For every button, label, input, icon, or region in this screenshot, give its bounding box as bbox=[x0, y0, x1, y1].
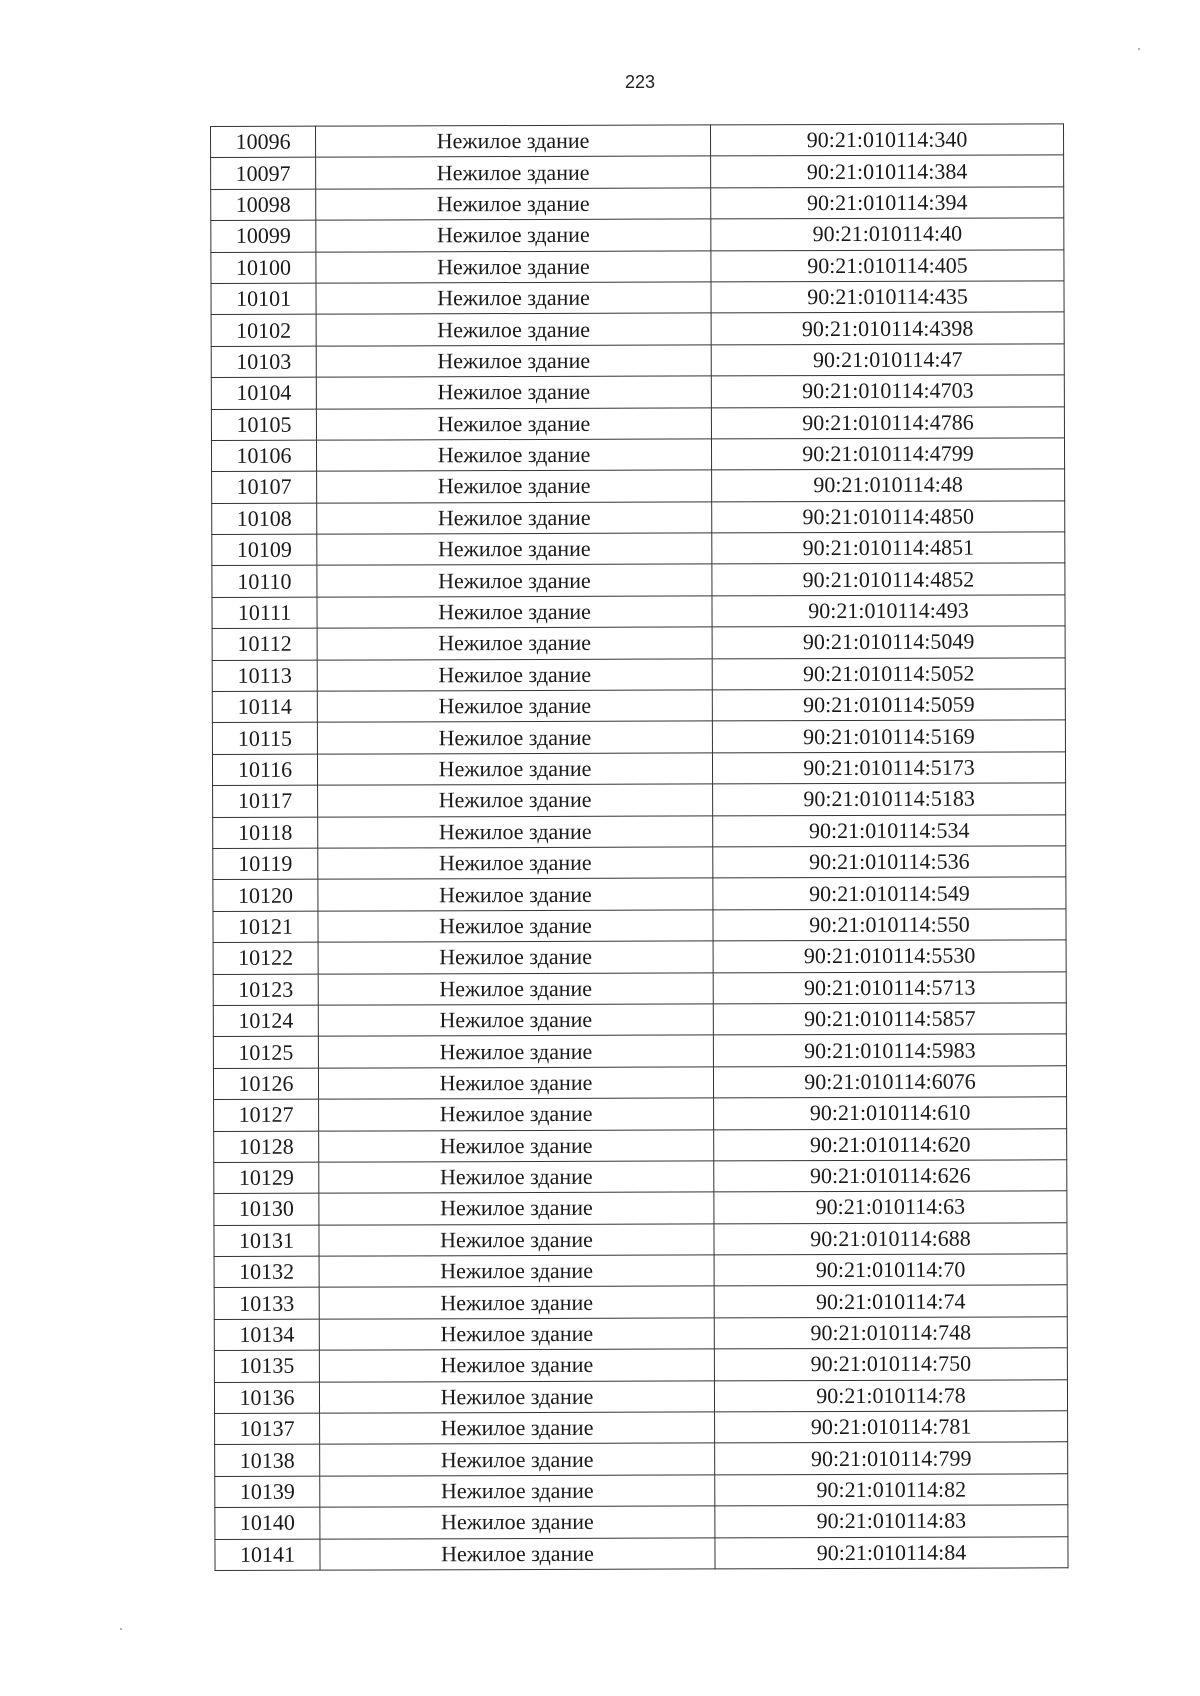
table-row bbox=[211, 187, 1064, 221]
row-number-cell: 10116 bbox=[212, 754, 317, 786]
table-row bbox=[214, 1097, 1067, 1131]
table-row bbox=[215, 1536, 1068, 1570]
row-number-cell: 10104 bbox=[211, 377, 316, 409]
object-type-cell: Нежилое здание bbox=[317, 533, 712, 566]
cadastral-number-cell: 90:21:010114:40 bbox=[711, 218, 1064, 250]
table-row bbox=[213, 783, 1066, 817]
table-row bbox=[213, 909, 1066, 943]
cadastral-number-cell: 90:21:010114:5049 bbox=[712, 626, 1065, 658]
object-type-cell: Нежилое здание bbox=[317, 470, 712, 503]
table-row bbox=[211, 312, 1064, 346]
cadastral-number-cell: 90:21:010114:5713 bbox=[713, 971, 1066, 1003]
cadastral-number-cell: 90:21:010114:5183 bbox=[713, 783, 1066, 815]
row-number-cell: 10109 bbox=[212, 534, 317, 566]
cadastral-number-cell: 90:21:010114:5059 bbox=[712, 689, 1065, 721]
table-row bbox=[215, 1505, 1068, 1539]
row-number-cell: 10119 bbox=[213, 848, 318, 880]
table-row bbox=[213, 1034, 1066, 1068]
object-type-cell: Нежилое здание bbox=[319, 1381, 714, 1414]
cadastral-number-cell: 90:21:010114:4799 bbox=[711, 438, 1064, 470]
row-number-cell: 10131 bbox=[214, 1225, 319, 1257]
cadastral-number-cell: 90:21:010114:6076 bbox=[713, 1066, 1066, 1098]
cadastral-number-cell: 90:21:010114:405 bbox=[711, 249, 1064, 281]
object-type-cell: Нежилое здание bbox=[316, 282, 711, 315]
property-table-container bbox=[210, 123, 1065, 1571]
object-type-cell: Нежилое здание bbox=[316, 125, 711, 158]
table-row bbox=[214, 1285, 1067, 1319]
table-row bbox=[212, 626, 1065, 660]
object-type-cell: Нежилое здание bbox=[317, 753, 712, 786]
object-type-cell: Нежилое здание bbox=[316, 250, 711, 283]
object-type-cell: Нежилое здание bbox=[316, 407, 711, 440]
row-number-cell: 10106 bbox=[211, 440, 316, 472]
row-number-cell: 10139 bbox=[215, 1476, 320, 1508]
cadastral-number-cell: 90:21:010114:620 bbox=[714, 1128, 1067, 1160]
row-number-cell: 10127 bbox=[214, 1099, 319, 1131]
table-row bbox=[211, 438, 1064, 472]
table-row bbox=[212, 595, 1065, 629]
table-row bbox=[211, 406, 1064, 440]
object-type-cell: Нежилое здание bbox=[318, 1035, 713, 1068]
object-type-cell: Нежилое здание bbox=[316, 219, 711, 252]
table-row bbox=[212, 532, 1065, 566]
table-row bbox=[212, 657, 1065, 691]
object-type-cell: Нежилое здание bbox=[320, 1475, 715, 1508]
object-type-cell: Нежилое здание bbox=[316, 156, 711, 189]
cadastral-number-cell: 90:21:010114:748 bbox=[714, 1317, 1067, 1349]
page-number: 223 bbox=[624, 72, 656, 92]
table-row bbox=[212, 501, 1065, 535]
table-row bbox=[214, 1191, 1067, 1225]
row-number-cell: 10112 bbox=[212, 628, 317, 660]
row-number-cell: 10108 bbox=[212, 503, 317, 535]
cadastral-number-cell: 90:21:010114:781 bbox=[715, 1411, 1068, 1443]
scan-speck bbox=[120, 1628, 122, 1630]
object-type-cell: Нежилое здание bbox=[316, 345, 711, 378]
row-number-cell: 10097 bbox=[211, 158, 316, 190]
table-row bbox=[213, 971, 1066, 1005]
table-row bbox=[215, 1442, 1068, 1476]
object-type-cell: Нежилое здание bbox=[316, 376, 711, 409]
row-number-cell: 10110 bbox=[212, 566, 317, 598]
object-type-cell: Нежилое здание bbox=[317, 502, 712, 535]
row-number-cell: 10114 bbox=[212, 691, 317, 723]
row-number-cell: 10141 bbox=[215, 1539, 320, 1571]
cadastral-number-cell: 90:21:010114:70 bbox=[714, 1254, 1067, 1286]
scan-speck bbox=[1138, 48, 1140, 50]
row-number-cell: 10124 bbox=[213, 1005, 318, 1037]
object-type-cell: Нежилое здание bbox=[320, 1412, 715, 1445]
cadastral-number-cell: 90:21:010114:493 bbox=[712, 595, 1065, 627]
table-row bbox=[212, 752, 1065, 786]
table-row bbox=[212, 720, 1065, 754]
cadastral-number-cell: 90:21:010114:549 bbox=[713, 877, 1066, 909]
cadastral-number-cell: 90:21:010114:5530 bbox=[713, 940, 1066, 972]
table-row bbox=[214, 1128, 1067, 1162]
cadastral-number-cell: 90:21:010114:48 bbox=[712, 469, 1065, 501]
row-number-cell: 10096 bbox=[211, 126, 316, 158]
property-table-body bbox=[211, 124, 1069, 1571]
table-row bbox=[214, 1348, 1067, 1382]
table-row bbox=[214, 1222, 1067, 1256]
object-type-cell: Нежилое здание bbox=[319, 1349, 714, 1382]
cadastral-number-cell: 90:21:010114:384 bbox=[711, 155, 1064, 187]
cadastral-number-cell: 90:21:010114:84 bbox=[715, 1536, 1068, 1568]
cadastral-number-cell: 90:21:010114:83 bbox=[715, 1505, 1068, 1537]
table-row bbox=[215, 1411, 1068, 1445]
object-type-cell: Нежилое здание bbox=[319, 1161, 714, 1194]
object-type-cell: Нежилое здание bbox=[320, 1443, 715, 1476]
object-type-cell: Нежилое здание bbox=[319, 1318, 714, 1351]
cadastral-number-cell: 90:21:010114:550 bbox=[713, 909, 1066, 941]
cadastral-number-cell: 90:21:010114:626 bbox=[714, 1160, 1067, 1192]
table-row bbox=[214, 1379, 1067, 1413]
object-type-cell: Нежилое здание bbox=[317, 690, 712, 723]
row-number-cell: 10134 bbox=[214, 1319, 319, 1351]
row-number-cell: 10107 bbox=[212, 471, 317, 503]
object-type-cell: Нежилое здание bbox=[316, 188, 711, 221]
cadastral-number-cell: 90:21:010114:4703 bbox=[711, 375, 1064, 407]
cadastral-number-cell: 90:21:010114:78 bbox=[714, 1379, 1067, 1411]
cadastral-number-cell: 90:21:010114:394 bbox=[711, 187, 1064, 219]
row-number-cell: 10122 bbox=[213, 942, 318, 974]
object-type-cell: Нежилое здание bbox=[316, 439, 711, 472]
row-number-cell: 10111 bbox=[212, 597, 317, 629]
object-type-cell: Нежилое здание bbox=[317, 721, 712, 754]
object-type-cell: Нежилое здание bbox=[320, 1506, 715, 1539]
cadastral-number-cell: 90:21:010114:5052 bbox=[712, 657, 1065, 689]
row-number-cell: 10117 bbox=[213, 785, 318, 817]
cadastral-number-cell: 90:21:010114:534 bbox=[713, 814, 1066, 846]
row-number-cell: 10121 bbox=[213, 911, 318, 943]
object-type-cell: Нежилое здание bbox=[319, 1129, 714, 1162]
row-number-cell: 10102 bbox=[211, 315, 316, 347]
table-row bbox=[214, 1160, 1067, 1194]
row-number-cell: 10126 bbox=[213, 1068, 318, 1100]
object-type-cell: Нежилое здание bbox=[316, 313, 711, 346]
object-type-cell: Нежилое здание bbox=[317, 564, 712, 597]
cadastral-number-cell: 90:21:010114:5857 bbox=[713, 1003, 1066, 1035]
object-type-cell: Нежилое здание bbox=[318, 847, 713, 880]
cadastral-number-cell: 90:21:010114:5173 bbox=[712, 752, 1065, 784]
cadastral-number-cell: 90:21:010114:688 bbox=[714, 1222, 1067, 1254]
object-type-cell: Нежилое здание bbox=[317, 627, 712, 660]
row-number-cell: 10123 bbox=[213, 974, 318, 1006]
cadastral-number-cell: 90:21:010114:4851 bbox=[712, 532, 1065, 564]
cadastral-number-cell: 90:21:010114:610 bbox=[714, 1097, 1067, 1129]
table-row bbox=[211, 344, 1064, 378]
row-number-cell: 10113 bbox=[212, 660, 317, 692]
row-number-cell: 10120 bbox=[213, 880, 318, 912]
table-row bbox=[211, 124, 1064, 158]
object-type-cell: Нежилое здание bbox=[318, 816, 713, 849]
table-row bbox=[211, 375, 1064, 409]
object-type-cell: Нежилое здание bbox=[318, 1067, 713, 1100]
object-type-cell: Нежилое здание bbox=[319, 1192, 714, 1225]
cadastral-number-cell: 90:21:010114:82 bbox=[715, 1474, 1068, 1506]
row-number-cell: 10103 bbox=[211, 346, 316, 378]
table-row bbox=[211, 218, 1064, 252]
cadastral-number-cell: 90:21:010114:4850 bbox=[712, 501, 1065, 533]
row-number-cell: 10132 bbox=[214, 1256, 319, 1288]
row-number-cell: 10105 bbox=[211, 409, 316, 441]
object-type-cell: Нежилое здание bbox=[320, 1537, 715, 1570]
table-row bbox=[212, 469, 1065, 503]
cadastral-number-cell: 90:21:010114:47 bbox=[711, 344, 1064, 376]
row-number-cell: 10140 bbox=[215, 1507, 320, 1539]
cadastral-number-cell: 90:21:010114:340 bbox=[710, 124, 1063, 156]
table-row bbox=[212, 689, 1065, 723]
object-type-cell: Нежилое здание bbox=[317, 659, 712, 692]
property-table bbox=[210, 123, 1069, 1571]
object-type-cell: Нежилое здание bbox=[318, 910, 713, 943]
table-row bbox=[212, 563, 1065, 597]
table-row bbox=[213, 846, 1066, 880]
cadastral-number-cell: 90:21:010114:5983 bbox=[713, 1034, 1066, 1066]
row-number-cell: 10098 bbox=[211, 189, 316, 221]
object-type-cell: Нежилое здание bbox=[319, 1098, 714, 1131]
row-number-cell: 10128 bbox=[214, 1131, 319, 1163]
object-type-cell: Нежилое здание bbox=[318, 941, 713, 974]
cadastral-number-cell: 90:21:010114:435 bbox=[711, 281, 1064, 313]
row-number-cell: 10115 bbox=[212, 723, 317, 755]
cadastral-number-cell: 90:21:010114:799 bbox=[715, 1442, 1068, 1474]
table-row bbox=[211, 249, 1064, 283]
table-row bbox=[214, 1254, 1067, 1288]
table-row bbox=[213, 877, 1066, 911]
cadastral-number-cell: 90:21:010114:74 bbox=[714, 1285, 1067, 1317]
row-number-cell: 10136 bbox=[214, 1382, 319, 1414]
table-row bbox=[211, 155, 1064, 189]
row-number-cell: 10129 bbox=[214, 1162, 319, 1194]
object-type-cell: Нежилое здание bbox=[319, 1255, 714, 1288]
object-type-cell: Нежилое здание bbox=[318, 972, 713, 1005]
table-row bbox=[213, 1066, 1066, 1100]
cadastral-number-cell: 90:21:010114:5169 bbox=[712, 720, 1065, 752]
cadastral-number-cell: 90:21:010114:4786 bbox=[711, 406, 1064, 438]
cadastral-number-cell: 90:21:010114:536 bbox=[713, 846, 1066, 878]
table-row bbox=[213, 1003, 1066, 1037]
row-number-cell: 10100 bbox=[211, 252, 316, 284]
table-row bbox=[211, 281, 1064, 315]
table-row bbox=[213, 814, 1066, 848]
object-type-cell: Нежилое здание bbox=[319, 1286, 714, 1319]
cadastral-number-cell: 90:21:010114:750 bbox=[714, 1348, 1067, 1380]
object-type-cell: Нежилое здание bbox=[319, 1224, 714, 1257]
cadastral-number-cell: 90:21:010114:4852 bbox=[712, 563, 1065, 595]
table-row bbox=[215, 1474, 1068, 1508]
row-number-cell: 10099 bbox=[211, 220, 316, 252]
row-number-cell: 10137 bbox=[215, 1413, 320, 1445]
table-row bbox=[213, 940, 1066, 974]
row-number-cell: 10118 bbox=[213, 817, 318, 849]
object-type-cell: Нежилое здание bbox=[318, 784, 713, 817]
cadastral-number-cell: 90:21:010114:4398 bbox=[711, 312, 1064, 344]
object-type-cell: Нежилое здание bbox=[317, 596, 712, 629]
row-number-cell: 10135 bbox=[214, 1350, 319, 1382]
cadastral-number-cell: 90:21:010114:63 bbox=[714, 1191, 1067, 1223]
row-number-cell: 10101 bbox=[211, 283, 316, 315]
row-number-cell: 10125 bbox=[213, 1036, 318, 1068]
object-type-cell: Нежилое здание bbox=[318, 1004, 713, 1037]
row-number-cell: 10138 bbox=[215, 1445, 320, 1477]
table-row bbox=[214, 1317, 1067, 1351]
object-type-cell: Нежилое здание bbox=[318, 878, 713, 911]
row-number-cell: 10133 bbox=[214, 1288, 319, 1320]
row-number-cell: 10130 bbox=[214, 1193, 319, 1225]
